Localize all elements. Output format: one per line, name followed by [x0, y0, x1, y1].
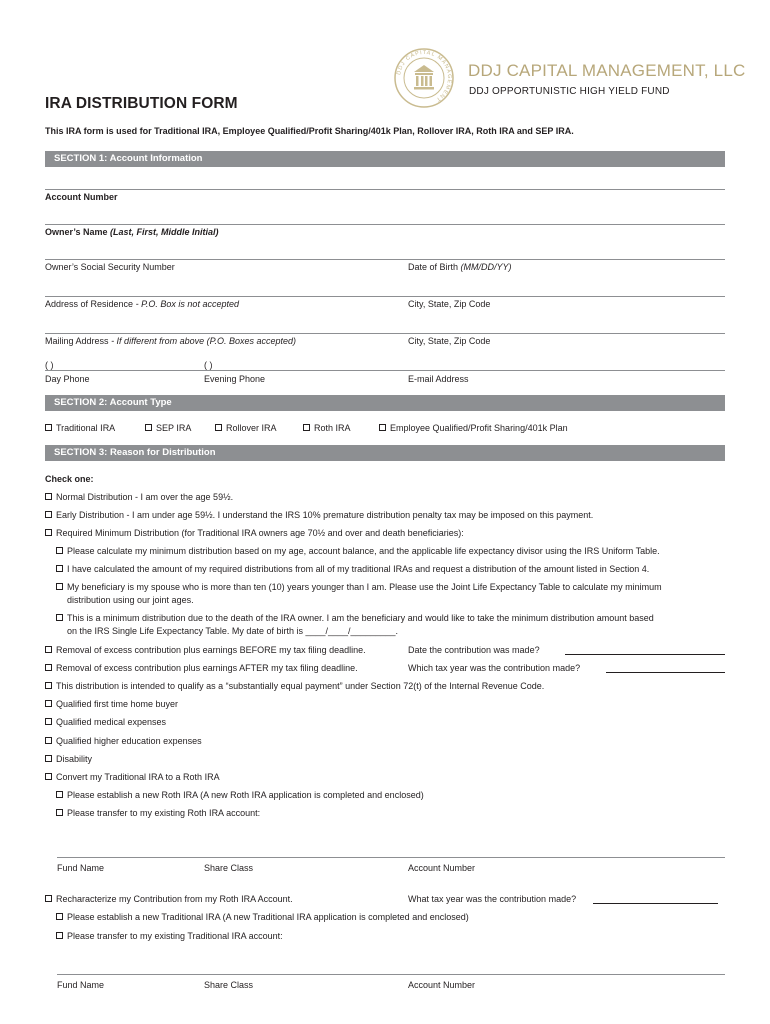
owner-name-line[interactable] [45, 224, 725, 225]
account-number-label-roth: Account Number [408, 863, 476, 873]
checkbox-icon[interactable] [56, 583, 63, 590]
owner-name-label: Owner’s Name (Last, First, Middle Initial) [45, 227, 219, 237]
phone-line[interactable] [45, 370, 725, 371]
roth-account-line[interactable] [57, 857, 725, 858]
seal-text: DDJ CAPITAL MANAGEMENT [396, 49, 453, 103]
account-type-traditional[interactable]: Traditional IRA [45, 423, 115, 433]
fund-name-label-2: Fund Name [57, 980, 105, 990]
checkbox-icon[interactable] [56, 614, 63, 621]
reason-early[interactable]: Early Distribution - I am under age 59½. I understand the IRS 10% premature distribution penalty tax may be imposed on this payment. [45, 510, 593, 520]
email-label: E-mail Address [408, 374, 469, 384]
ssn-line[interactable] [45, 259, 725, 260]
checkbox-icon[interactable] [45, 424, 52, 431]
excess-before-date-field[interactable] [565, 654, 725, 655]
form-title: IRA DISTRIBUTION FORM [45, 95, 238, 112]
checkbox-icon[interactable] [56, 809, 63, 816]
company-seal-logo [394, 48, 454, 108]
reason-rmd[interactable]: Required Minimum Distribution (for Traditional IRA owners age 70½ and over and death beneficiaries): [45, 528, 464, 538]
section2-header: SECTION 2: Account Type [45, 395, 725, 411]
rmd-death[interactable]: This is a minimum distribution due to the death of the IRA owner. I am the beneficiary and would like to take the minimum distribution amount based [56, 613, 654, 623]
city-state-zip-label: City, State, Zip Code [408, 299, 491, 309]
excess-before-question: Date the contribution was made? [408, 645, 540, 655]
ssn-label: Owner’s Social Security Number [45, 262, 175, 272]
residence-label: Address of Residence - P.O. Box is not accepted [45, 299, 239, 309]
checkbox-icon[interactable] [45, 773, 52, 780]
rmd-calculate[interactable]: Please calculate my minimum distribution based on my age, account balance, and the applicable life expectancy divisor using the IRS Uniform Table. [56, 546, 660, 556]
share-class-label: Share Class [204, 863, 254, 873]
form-subtitle: This IRA form is used for Traditional IRA, Employee Qualified/Profit Sharing/401k Plan, Rollover IRA, Roth IRA and SEP IRA. [45, 126, 574, 136]
convert-existing-roth[interactable]: Please transfer to my existing Roth IRA account: [56, 808, 260, 818]
evening-phone-area-code: ( ) [204, 360, 213, 370]
excess-after-question: Which tax year was the contribution made? [408, 663, 581, 673]
account-type-employee-qualified[interactable]: Employee Qualified/Profit Sharing/401k Plan [379, 423, 568, 433]
fund-name: DDJ OPPORTUNISTIC HIGH YIELD FUND [469, 86, 670, 97]
mailing-label: Mailing Address - If different from above (P.O. Boxes accepted) [45, 336, 296, 346]
reason-first-home[interactable]: Qualified first time home buyer [45, 699, 178, 709]
mailing-line[interactable] [45, 333, 725, 334]
checkbox-icon[interactable] [45, 700, 52, 707]
traditional-account-line[interactable] [57, 974, 725, 975]
checkbox-icon[interactable] [45, 682, 52, 689]
section3-header: SECTION 3: Reason for Distribution [45, 445, 725, 461]
rmd-have-calculated[interactable]: I have calculated the amount of my required distributions from all of my traditional IRAs and request a distribution of the amount listed in Section 4. [56, 564, 649, 574]
checkbox-icon[interactable] [215, 424, 222, 431]
evening-phone-label: Evening Phone [204, 374, 266, 384]
checkbox-icon[interactable] [45, 664, 52, 671]
account-number-label-traditional: Account Number [408, 980, 476, 990]
day-phone-area-code: ( ) [45, 360, 54, 370]
checkbox-icon[interactable] [379, 424, 386, 431]
checkbox-icon[interactable] [45, 529, 52, 536]
share-class-label-2: Share Class [204, 980, 254, 990]
residence-line[interactable] [45, 296, 725, 297]
reason-recharacterize[interactable]: Recharacterize my Contribution from my Roth IRA Account. [45, 894, 293, 904]
fund-name-label: Fund Name [57, 863, 105, 873]
recharacterize-question: What tax year was the contribution made? [408, 894, 577, 904]
recharacterize-existing-traditional[interactable]: Please transfer to my existing Traditional IRA account: [56, 931, 283, 941]
recharacterize-year-field[interactable] [593, 903, 718, 904]
account-type-rollover[interactable]: Rollover IRA [215, 423, 277, 433]
day-phone-label: Day Phone [45, 374, 90, 384]
rmd-spouse-cont: distribution using our joint ages. [67, 595, 194, 605]
reason-sepp[interactable]: This distribution is intended to qualify as a “substantially equal payment” under Section 72(t) of the Internal Revenue Code. [45, 681, 544, 691]
city-state-zip-label-2: City, State, Zip Code [408, 336, 491, 346]
convert-new-roth[interactable]: Please establish a new Roth IRA (A new Roth IRA application is completed and enclosed) [56, 790, 424, 800]
rmd-spouse[interactable]: My beneficiary is my spouse who is more than ten (10) years younger than I am. Please use the Joint Life Expectancy Table to calculate my minimum [56, 582, 662, 592]
checkbox-icon[interactable] [45, 895, 52, 902]
dob-label: Date of Birth (MM/DD/YY) [408, 262, 512, 272]
company-name: DDJ CAPITAL MANAGEMENT, LLC [468, 61, 746, 80]
account-type-roth[interactable]: Roth IRA [303, 423, 351, 433]
check-one-label: Check one: [45, 474, 94, 484]
reason-excess-before[interactable]: Removal of excess contribution plus earnings BEFORE my tax filing deadline. [45, 645, 366, 655]
section1-header: SECTION 1: Account Information [45, 151, 725, 167]
reason-disability[interactable]: Disability [45, 754, 92, 764]
checkbox-icon[interactable] [56, 547, 63, 554]
excess-after-year-field[interactable] [606, 672, 725, 673]
checkbox-icon[interactable] [56, 913, 63, 920]
checkbox-icon[interactable] [56, 932, 63, 939]
account-type-sep[interactable]: SEP IRA [145, 423, 191, 433]
checkbox-icon[interactable] [145, 424, 152, 431]
checkbox-icon[interactable] [303, 424, 310, 431]
reason-normal[interactable]: Normal Distribution - I am over the age 59½. [45, 492, 233, 502]
recharacterize-new-traditional[interactable]: Please establish a new Traditional IRA (A new Traditional IRA application is completed and enclosed) [56, 912, 469, 922]
reason-excess-after[interactable]: Removal of excess contribution plus earnings AFTER my tax filing deadline. [45, 663, 358, 673]
checkbox-icon[interactable] [45, 755, 52, 762]
checkbox-icon[interactable] [56, 565, 63, 572]
account-number-line[interactable] [45, 189, 725, 190]
account-number-label: Account Number [45, 192, 118, 202]
checkbox-icon[interactable] [45, 737, 52, 744]
reason-convert-roth[interactable]: Convert my Traditional IRA to a Roth IRA [45, 772, 220, 782]
reason-medical[interactable]: Qualified medical expenses [45, 717, 166, 727]
reason-education[interactable]: Qualified higher education expenses [45, 736, 202, 746]
checkbox-icon[interactable] [45, 493, 52, 500]
checkbox-icon[interactable] [45, 718, 52, 725]
rmd-death-cont: on the IRS Single Life Expectancy Table. My date of birth is ____/____/_________. [67, 626, 399, 636]
checkbox-icon[interactable] [45, 511, 52, 518]
checkbox-icon[interactable] [45, 646, 52, 653]
checkbox-icon[interactable] [56, 791, 63, 798]
